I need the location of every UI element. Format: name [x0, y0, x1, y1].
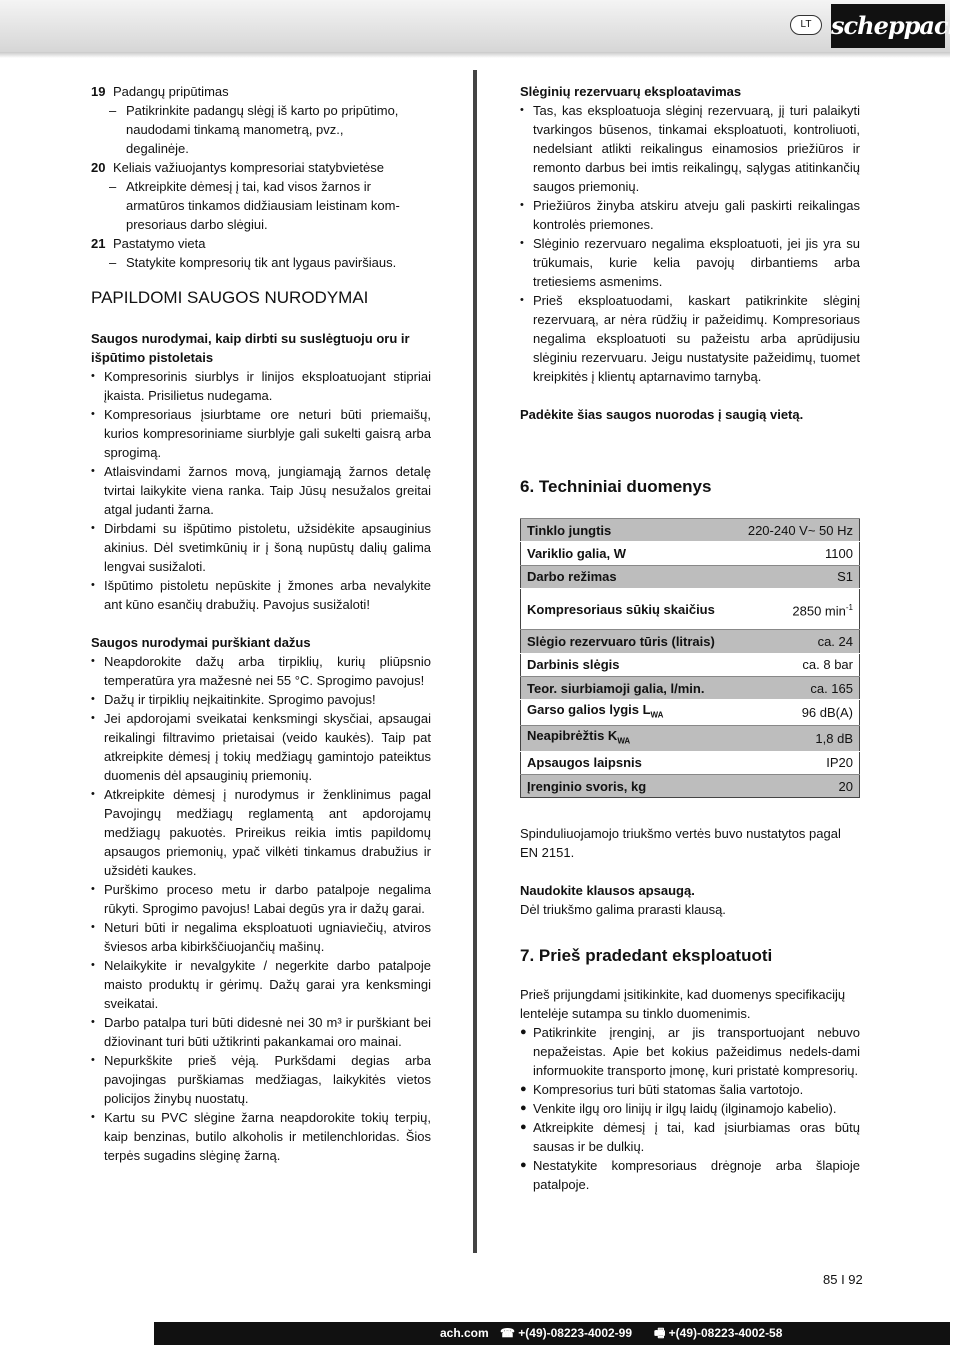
- spec-value: 2850 $\min^{-1}$: [734, 589, 859, 630]
- detail-text: degalinėje.: [126, 141, 189, 156]
- footer-website: ach.com: [440, 1326, 489, 1340]
- bullet-marker: •: [91, 788, 95, 800]
- list-item: [520, 1156, 860, 1194]
- detail-text: Atkreipkite dėmesį į tai, kad visos žarnos ir: [126, 179, 371, 194]
- list-item: [91, 918, 431, 956]
- bullet-marker: •: [91, 921, 95, 933]
- bullet-marker: •: [520, 104, 524, 116]
- table-row: [521, 542, 860, 565]
- dash-marker: –: [109, 103, 117, 118]
- spec-label: Teor. siurbiamoji galia, l/min.: [521, 676, 735, 699]
- list-item: [91, 462, 431, 519]
- list-item: [91, 367, 431, 405]
- spec-table: [520, 518, 860, 798]
- list-item: [520, 1023, 860, 1080]
- spec-label: Darbo režimas: [521, 565, 735, 588]
- numbered-item: [91, 234, 431, 253]
- item-detail: [91, 120, 431, 139]
- item-number: 20: [91, 160, 106, 175]
- list-item-text: Atkreipkite dėmesį į nurodymus ir ženklinimus pagal Pavojingų medžiagų reglamentą ant apdorojamų medžiagų pakuotės. Prireikus reikia imtis papildomų apsaugos priemonių, ypač vilkėti tinkamus drabužius ir užsidėti kaukes.: [104, 787, 431, 878]
- item-detail: [91, 139, 431, 158]
- bullet-list: [91, 367, 431, 614]
- subsection-title: Saugos nurodymai, kaip dirbti su suslėgtuoju oru ir išpūtimo pistoletais: [91, 331, 410, 365]
- noise-note: Spinduliuojamojo triukšmo vertės buvo nustatytos pagal EN 2151.: [520, 826, 841, 861]
- bullet-marker: ●: [520, 1083, 527, 1096]
- spec-value: S1: [734, 565, 859, 588]
- list-item: [520, 1118, 860, 1156]
- bullet-list: [520, 1023, 860, 1194]
- spec-value: 220-240 V~ 50 Hz: [734, 519, 859, 542]
- item-title: Keliais važiuojantys kompresoriai statybvietėse: [113, 160, 384, 175]
- spec-value: ca. 24: [734, 630, 859, 653]
- right-column: [520, 82, 860, 1194]
- spec-label: Garso galios lygis $L_{WA}$: [521, 700, 735, 726]
- spec-label: Variklio galia, W: [521, 542, 735, 565]
- list-item-text: Neapdorokite dažų arba tirpiklių, kurių pliūpsnio temperatūra yra mažesnė nei 55 °C. Sprogimo pavojus!: [104, 654, 431, 688]
- list-item-text: Išpūtimo pistoletu nepūskite į žmones arba nevalykite ant kūno esančių drabužių. Pavojus susižaloti!: [104, 578, 431, 612]
- list-item-text: Kompresoriaus įsiurbtame ore neturi būti priemaišų, kurios kompresoriniame siurblyje gali sukelti gaisrą arba sprogimą.: [104, 407, 431, 460]
- numbered-item: [91, 82, 431, 101]
- bullet-marker: •: [91, 1111, 95, 1123]
- bullet-marker: •: [91, 465, 95, 477]
- bullet-marker: •: [91, 370, 95, 382]
- section-title: 7. Prieš pradedant eksploatuoti: [520, 946, 773, 966]
- table-row: [521, 725, 860, 751]
- spec-value: ca. 8 bar: [734, 653, 859, 676]
- list-item-text: Patikrinkite įrenginį, ar jis transportuojant nebuvo nepažeistas. Apie bet kokius pažeidimus nedels-dami informuokite transporto įmonę, kuri pristatė kompresorių.: [533, 1025, 860, 1079]
- list-item: [91, 1108, 431, 1165]
- bullet-list: [520, 101, 860, 386]
- list-item-text: Nelaikykite ir nevalgykite / negerkite darbo patalpoje maisto produktų ir gėrimų. Dažų garai yra kenksmingi sveikatai.: [104, 958, 431, 1011]
- list-item-text: Tas, kas eksploatuoja slėginį rezervuarą, jį turi palaikyti tvarkingos būsenos, tinkamai eksploatuoti, kontroliuoti, nedelsiant atlikti reikalingus einamosios priežiūros ir remonto darbus bei imtis reikalingų, sąlygas atitinkančių saugos priemonių.: [533, 103, 860, 194]
- bullet-marker: •: [91, 693, 95, 705]
- spec-value: 1100: [734, 542, 859, 565]
- dash-marker: [109, 120, 126, 139]
- item-detail: [91, 253, 431, 272]
- list-item: [91, 1051, 431, 1108]
- bullet-marker: ●: [520, 1159, 527, 1172]
- spec-value: IP20: [734, 751, 859, 774]
- footer-fax: 🖷 +(49)-08223-4002-58: [654, 1326, 783, 1340]
- list-item-text: Kartu su PVC slėgine žarna neapdorokite tokių terpių, kaip benzinas, butilo alkoholis ir metilenchloridas. Šios terpės sugadins slėginę žarną.: [104, 1110, 431, 1163]
- subsection-title: Slėginių rezervuarų eksploatavimas: [520, 84, 742, 99]
- ear-protection-text: Dėl triukšmo galima prarasti klausą.: [520, 902, 726, 918]
- bullet-marker: •: [520, 294, 524, 306]
- list-item: [91, 880, 431, 918]
- list-item-text: Jei apdorojami sveikatai kenksmingi skysčiai, apsaugai reikalingi filtravimo prietaisai (veido kaukės). Taip pat atkreipkite dėmesį į tokių medžiagų gamintojo pateiktus duomenis dėl apsauginių priemonių.: [104, 711, 431, 783]
- dash-marker: –: [109, 179, 117, 194]
- spec-label: Slėgio rezervuaro tūris (litrais): [521, 630, 735, 653]
- item-detail: [91, 215, 431, 234]
- spec-label: Tinklo jungtis: [521, 519, 735, 542]
- item-detail: [91, 196, 431, 215]
- table-row: [521, 700, 860, 726]
- table-row: [521, 630, 860, 653]
- list-item-text: Dažų ir tirpiklių neįkaitinkite. Sprogimo pavojus!: [104, 692, 376, 707]
- bullet-marker: •: [91, 655, 95, 667]
- dash-marker: –: [109, 255, 117, 270]
- table-row: [521, 519, 860, 542]
- list-item-text: Nestatykite kompresoriaus drėgnoje arba šlapioje patalpoje.: [533, 1158, 860, 1193]
- spec-value: 20: [734, 774, 859, 797]
- item-title: Padangų pripūtimas: [113, 84, 229, 99]
- detail-text: armatūros tinkamos didžiausiam leistinam kom-: [126, 198, 400, 213]
- spec-label: Neapibrėžtis $K_{WA}$: [521, 725, 735, 751]
- detail-text: Patikrinkite padangų slėgį iš karto po pripūtimo,: [126, 103, 399, 118]
- item-number: 19: [91, 84, 106, 99]
- spec-value: 1,8 dB: [734, 725, 859, 751]
- section-title: 6. Techniniai duomenys: [520, 477, 712, 496]
- list-item-text: Kompresorinis siurblys ir linijos eksploatuojant stipriai įkaista. Prisilietus nudegama.: [104, 369, 431, 403]
- section-title: PAPILDOMI SAUGOS NURODYMAI: [91, 288, 369, 307]
- list-item: [91, 652, 431, 690]
- list-item-text: Darbo patalpa turi būti didesnė nei 30 m³ ir purškiant bei džiovinant turi būti užtikrinti pakankamai oro mainai.: [104, 1015, 431, 1049]
- spec-label: Apsaugos laipsnis: [521, 751, 735, 774]
- bullet-marker: ●: [520, 1026, 527, 1039]
- item-number: 21: [91, 236, 106, 251]
- list-item: [91, 405, 431, 462]
- bullet-marker: ●: [520, 1121, 527, 1134]
- bullet-marker: •: [91, 1016, 95, 1028]
- list-item: [91, 1013, 431, 1051]
- bullet-marker: •: [91, 408, 95, 420]
- list-item-text: Purškimo proceso metu ir darbo patalpoje negalima rūkyti. Sprogimo pavojus! Labai degūs yra ir dažų garai.: [104, 882, 431, 916]
- table-row: [521, 565, 860, 588]
- intro-text: Prieš prijungdami įsitikinkite, kad duomenys specifikacijų lentelėje sutampa su tinklo duomenimis.: [520, 987, 846, 1022]
- list-item: [91, 519, 431, 576]
- spec-value: 96 dB(A): [734, 700, 859, 726]
- numbered-item: [91, 158, 431, 177]
- list-item-text: Kompresorius turi būti statomas šalia vartotojo.: [533, 1082, 804, 1098]
- subscript: WA: [617, 736, 631, 746]
- table-row: [521, 774, 860, 797]
- item-title: Pastatymo vieta: [113, 236, 206, 251]
- bullet-marker: •: [91, 579, 95, 591]
- list-item: [91, 576, 431, 614]
- list-item: [91, 709, 431, 785]
- list-item-text: Venkite ilgų oro linijų ir ilgų laidų (ilginamojo kabelio).: [533, 1101, 837, 1117]
- detail-text: presoriaus darbo slėgiui.: [126, 217, 268, 232]
- bullet-marker: •: [91, 883, 95, 895]
- keep-note: Padėkite šias saugos nuorodas į saugią vietą.: [520, 407, 804, 422]
- detail-text: naudodami tinkamą manometrą, pvz.,: [126, 122, 344, 137]
- bullet-marker: •: [520, 199, 524, 211]
- list-item-text: Atlaisvindami žarnos movą, jungiamąją žarnos detalę tvirtai laikykite viena ranka. Taip Jūsų nesužalos greitai atgal judanti žarna.: [104, 464, 431, 517]
- detail-text: Statykite kompresorių tik ant lygaus paviršiaus.: [126, 255, 397, 270]
- page-number: 85 I 92: [823, 1272, 863, 1287]
- spec-label: Darbinis slėgis: [521, 653, 735, 676]
- dash-marker: [109, 196, 126, 215]
- footer-phone: ☎ +(49)-08223-4002-99: [500, 1326, 633, 1340]
- list-item: [520, 1099, 860, 1118]
- column-divider: [473, 70, 477, 1253]
- list-item: [520, 291, 860, 386]
- bullet-marker: •: [91, 959, 95, 971]
- list-item-text: Slėginio rezervuaro negalima eksploatuoti, jei jis yra su trūkumais, kurie kelia pavojų dirbantiems arba tretiesiems asmenims.: [533, 236, 860, 289]
- bullet-marker: •: [91, 1054, 95, 1066]
- list-item-text: Nepurkškite prieš vėją. Purkšdami degias arba pavojingas purškiamas medžiagas, laikykitės vietos policijos žinybų nuostatų.: [104, 1053, 431, 1106]
- list-item: [520, 196, 860, 234]
- ear-protection-title: Naudokite klausos apsaugą.: [520, 883, 695, 899]
- list-item: [520, 1080, 860, 1099]
- table-row: [521, 653, 860, 676]
- left-column: [91, 82, 431, 1165]
- spec-value: ca. 165: [734, 676, 859, 699]
- bullet-marker: •: [91, 712, 95, 724]
- spec-label: Kompresoriaus sūkių skaičius: [521, 589, 735, 630]
- list-item-text: Prieš eksploatuodami, kaskart patikrinkite slėginį rezervuarą, ar nėra rūdžių ir pažeidimų. Kompresoriaus negalima eksploatuoti su pažeistu arba aprūdijusiu slėginiu rezervuaru. Jeigu nustatysite pažeidimų, tuomet kreipkitės į klientų aptarnavimo tarnybą.: [533, 293, 860, 384]
- language-badge: LT: [790, 15, 822, 35]
- table-row: [521, 589, 860, 630]
- list-item: [520, 101, 860, 196]
- bullet-marker: •: [91, 522, 95, 534]
- table-row: [521, 676, 860, 699]
- item-detail: [91, 101, 431, 120]
- list-item: [91, 690, 431, 709]
- superscript: -1: [845, 603, 853, 612]
- subscript: WA: [650, 710, 664, 720]
- table-row: [521, 751, 860, 774]
- list-item-text: Dirbdami su išpūtimo pistoletu, užsidėkite apsauginius akinius. Dėl svetimkūnių ir į šoną nupūstų dalių galima lengvai susižaloti.: [104, 521, 431, 574]
- list-item-text: Atkreipkite dėmesį į tai, kad įsiurbiamas oras būtų sausas ir be dulkių.: [533, 1120, 860, 1155]
- numbered-list: [91, 82, 431, 272]
- item-detail: [91, 177, 431, 196]
- list-item-text: Neturi būti ir negalima eksploatuoti ugniaviečių, atviros šviesos arba kibirkščiuojančių mašinų.: [104, 920, 431, 954]
- list-item: [91, 956, 431, 1013]
- list-item: [520, 234, 860, 291]
- list-item: [91, 785, 431, 880]
- bullet-marker: •: [520, 237, 524, 249]
- spec-label: Įrenginio svoris, kg: [521, 774, 735, 797]
- list-item-text: Priežiūros žinyba atskiru atveju gali paskirti reikalingas kontrolės priemones.: [533, 198, 860, 232]
- subsection-title: Saugos nurodymai purškiant dažus: [91, 635, 311, 650]
- dash-marker: [109, 215, 126, 234]
- dash-marker: [109, 139, 126, 158]
- brand-logo: scheppach: [831, 4, 945, 48]
- bullet-marker: ●: [520, 1102, 527, 1115]
- bullet-list: [91, 652, 431, 1165]
